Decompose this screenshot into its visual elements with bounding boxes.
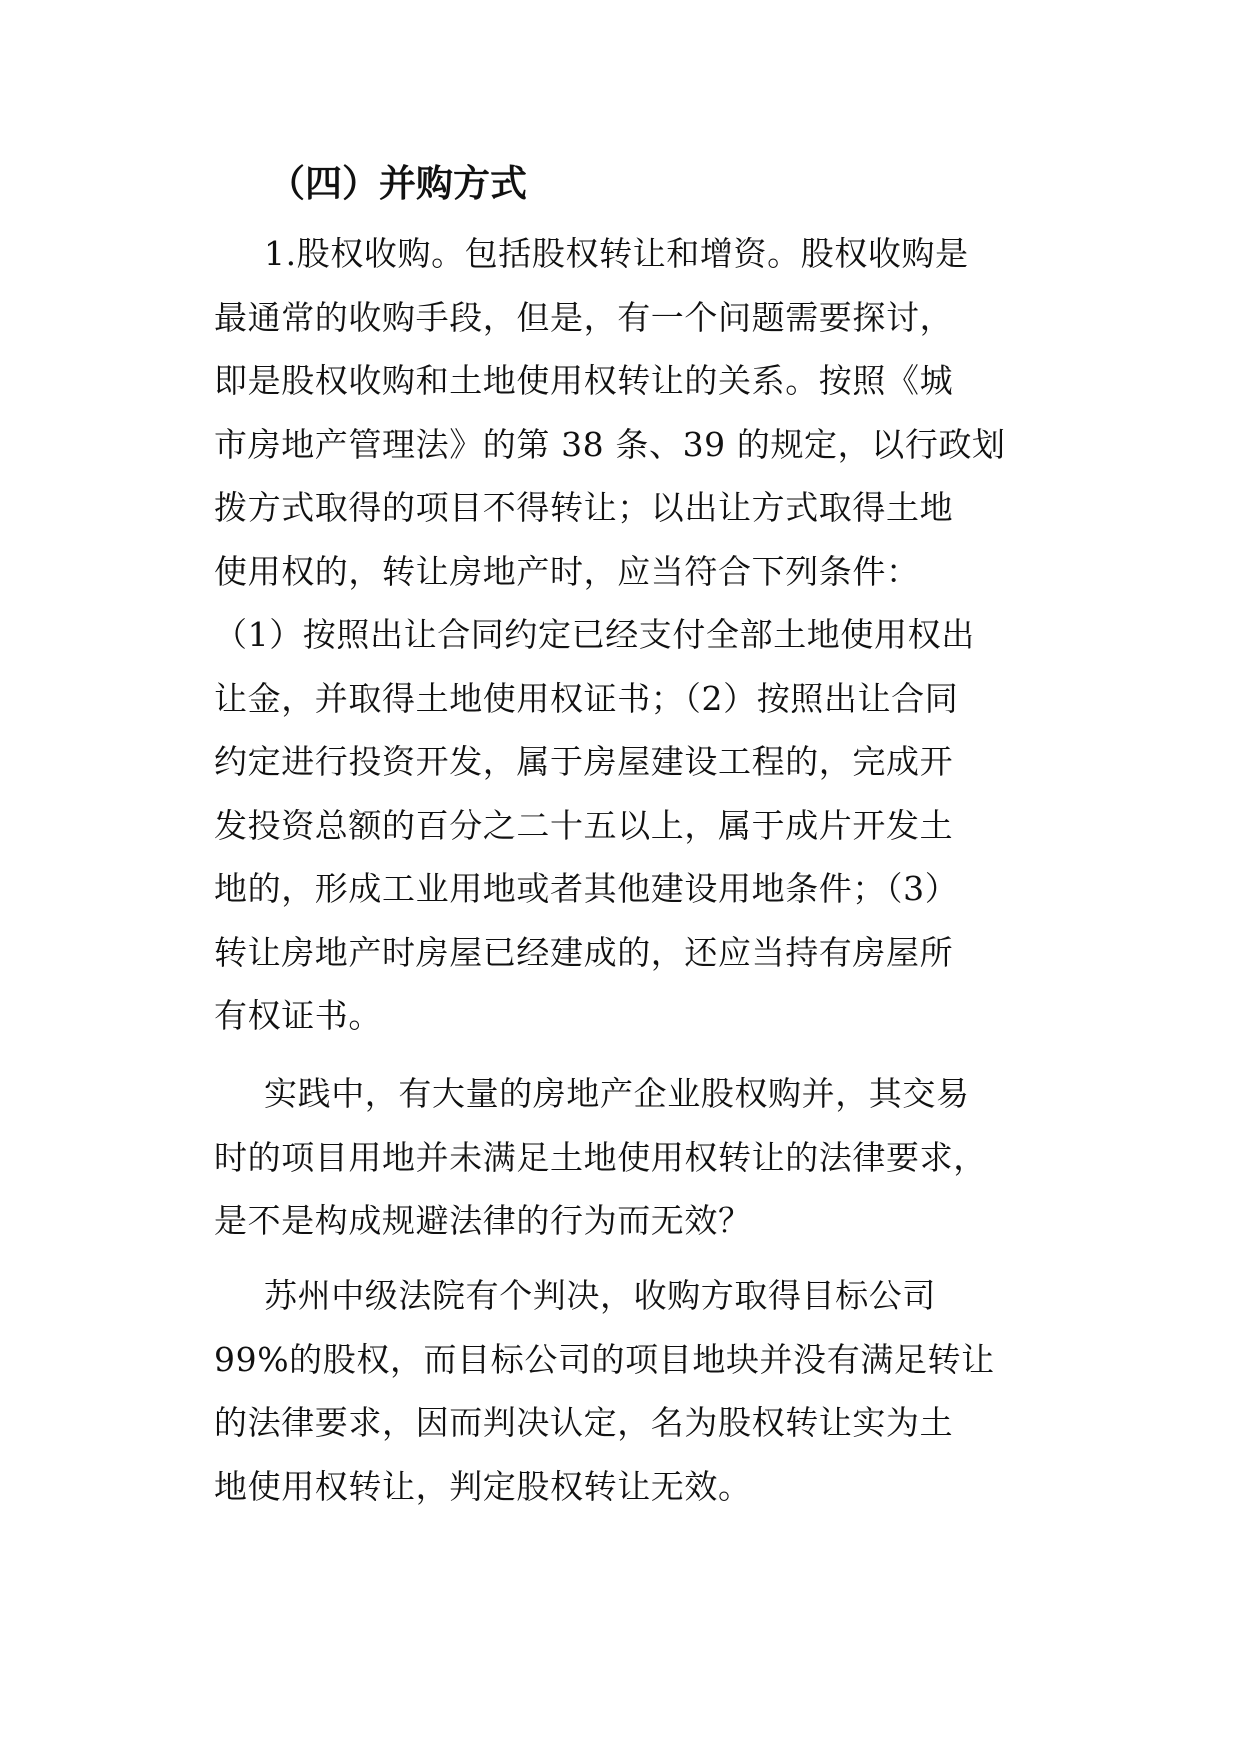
- text-line: 市房地产管理法》的第 38 条、39 的规定，以行政划: [214, 424, 1006, 464]
- text-line: 转让房地产时房屋已经建成的，还应当持有房屋所: [214, 932, 954, 972]
- paragraph-practice: [214, 1062, 1030, 1253]
- text-line: 让金，并取得土地使用权证书；（2）按照出让合同: [214, 678, 959, 718]
- text-line: 地使用权转让，判定股权转让无效。: [214, 1466, 752, 1506]
- text-line: 苏州中级法院有个判决，收购方取得目标公司: [264, 1276, 936, 1315]
- text-line: 地的，形成工业用地或者其他建设用地条件；（3）: [214, 869, 959, 908]
- paragraph-equity-acquisition: [214, 222, 1030, 1048]
- text-line: 时的项目用地并未满足土地使用权转让的法律要求，: [214, 1137, 987, 1177]
- paragraph-suzhou-case: [214, 1264, 1030, 1518]
- section-heading: （四）并购方式: [268, 161, 527, 205]
- text-line: 拨方式取得的项目不得转让；以出让方式取得土地: [214, 488, 954, 527]
- text-line: 有权证书。: [214, 996, 382, 1035]
- text-line: 是不是构成规避法律的行为而无效？: [214, 1201, 752, 1240]
- text-line: 的法律要求，因而判决认定，名为股权转让实为土: [214, 1403, 954, 1442]
- text-line: 发投资总额的百分之二十五以上，属于成片开发土: [214, 805, 954, 845]
- text-line: 使用权的，转让房地产时，应当符合下列条件：: [214, 551, 920, 591]
- text-line: 实践中，有大量的房地产企业股权购并，其交易: [264, 1074, 970, 1113]
- text-line: 1.股权收购。包括股权转让和增资。股权收购是: [264, 234, 969, 273]
- text-line: 最通常的收购手段，但是，有一个问题需要探讨，: [214, 297, 954, 337]
- text-line: （1）按照出让合同约定已经支付全部土地使用权出: [214, 615, 975, 654]
- text-line: 即是股权收购和土地使用权转让的关系。按照《城: [214, 361, 954, 400]
- text-line: 约定进行投资开发，属于房屋建设工程的，完成开: [214, 742, 954, 781]
- text-line: 99%的股权，而目标公司的项目地块并没有满足转让: [214, 1339, 995, 1379]
